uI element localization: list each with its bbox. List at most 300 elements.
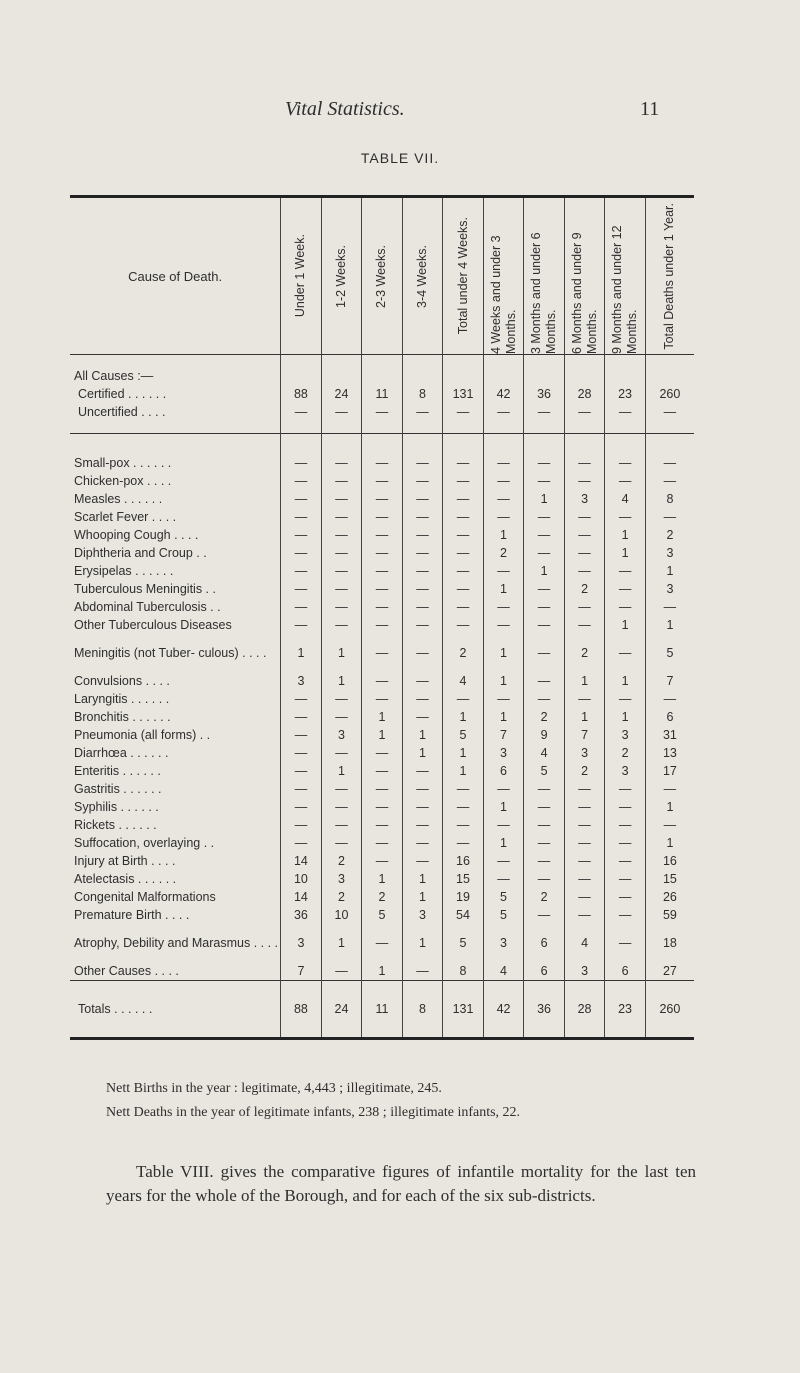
value-cell: 1 [321,762,362,780]
value-cell: — [402,598,443,616]
cause-cell: Whooping Cough . . . . [74,528,199,542]
cause-cell: Laryngitis . . . . . . [74,692,170,706]
value-cell: 3 [483,924,524,962]
value-cell: — [402,634,443,672]
value-cell: — [524,690,565,708]
value-cell: — [564,834,605,852]
value-cell: — [605,924,646,962]
value-cell: — [402,526,443,544]
empty-cell [321,367,362,385]
value-cell: 24 [321,981,362,1039]
column-header [281,197,322,355]
value-cell: 1 [605,526,646,544]
value-cell: 11 [362,981,403,1039]
value-cell: — [524,798,565,816]
value-cell: 3 [645,544,694,562]
cause-cell: Premature Birth . . . . [74,908,190,922]
value-cell: 26 [645,888,694,906]
value-cell: — [402,798,443,816]
value-cell: 1 [483,834,524,852]
cause-cell: Other Causes . . . . [74,964,179,978]
value-cell: — [443,472,484,490]
value-cell: — [321,508,362,526]
value-cell: — [564,690,605,708]
value-cell: — [362,580,403,598]
value-cell: — [362,780,403,798]
value-cell: — [362,508,403,526]
value-cell: 1 [362,708,403,726]
value-cell: — [321,454,362,472]
value-cell: 23 [605,385,646,403]
value-cell: 1 [483,634,524,672]
column-header [362,197,403,355]
value-cell: 9 [524,726,565,744]
cause-cell: Chicken-pox . . . . [74,474,172,488]
value-cell: — [402,762,443,780]
value-cell: 4 [524,744,565,762]
value-cell: 1 [443,708,484,726]
value-cell: — [402,616,443,634]
value-cell: — [483,780,524,798]
spacer-cell [605,434,646,455]
table-title: TABLE VII. [360,150,440,166]
value-cell: — [483,454,524,472]
value-cell: 1 [605,672,646,690]
value-cell: 36 [281,906,322,924]
value-cell: 1 [362,962,403,981]
note-deaths: Nett Deaths in the year of legitimate infants, 238 ; illegitimate infants, 22. [106,1105,521,1120]
value-cell: 1 [402,726,443,744]
infant-mortality-table [70,195,694,1040]
spacer-cell [281,421,322,434]
empty-cell [645,367,694,385]
table-row [70,690,694,708]
value-cell: — [605,454,646,472]
value-cell: 5 [362,906,403,924]
column-header [605,197,646,355]
value-cell: — [605,906,646,924]
value-cell: — [443,780,484,798]
empty-cell [402,367,443,385]
empty-cell [483,367,524,385]
cause-cell: Small-pox . . . . . . [74,456,172,470]
value-cell: — [281,472,322,490]
value-cell: — [321,798,362,816]
value-cell: 1 [321,924,362,962]
value-cell: — [281,598,322,616]
value-cell: 1 [321,672,362,690]
value-cell: 6 [483,762,524,780]
cause-cell: Pneumonia (all forms) . . [74,728,211,742]
value-cell: — [321,834,362,852]
table-row [70,580,694,598]
spacer-cell [281,355,322,368]
value-cell: — [524,508,565,526]
value-cell: — [483,852,524,870]
value-cell: — [564,816,605,834]
value-cell: — [362,744,403,762]
value-cell: 14 [281,852,322,870]
value-cell: — [524,870,565,888]
column-header [483,197,524,355]
value-cell: 1 [483,580,524,598]
value-cell: 88 [281,385,322,403]
value-cell: — [281,726,322,744]
value-cell: 10 [321,906,362,924]
value-cell: — [321,562,362,580]
value-cell: — [321,526,362,544]
value-cell: — [443,598,484,616]
value-cell: 10 [281,870,322,888]
spacer-cell [524,355,565,368]
column-header-label: Total under 4 Weeks. [455,217,470,335]
spacer-cell [70,434,281,455]
value-cell: — [645,816,694,834]
value-cell: 5 [524,762,565,780]
value-cell: 28 [564,981,605,1039]
value-cell: 59 [645,906,694,924]
value-cell: 7 [483,726,524,744]
value-cell: — [564,562,605,580]
value-cell: — [362,403,403,421]
value-cell: 17 [645,762,694,780]
value-cell: — [321,744,362,762]
spacer-cell [443,434,484,455]
value-cell: — [362,598,403,616]
value-cell: — [443,816,484,834]
value-cell: — [362,634,403,672]
value-cell: — [443,616,484,634]
table-row [70,870,694,888]
table-row [70,634,694,672]
value-cell: — [321,544,362,562]
column-header-cause: Cause of Death. [70,197,281,355]
value-cell: 2 [564,634,605,672]
value-cell: 18 [645,924,694,962]
value-cell: — [362,562,403,580]
value-cell: — [524,598,565,616]
spacer-cell [70,421,281,434]
value-cell: — [281,454,322,472]
value-cell: 2 [321,852,362,870]
value-cell: — [605,816,646,834]
cause-cell: Tuberculous Meningitis . . [74,582,216,596]
value-cell: 1 [443,744,484,762]
spacer-cell [321,355,362,368]
value-cell: — [362,672,403,690]
value-cell: — [443,690,484,708]
value-cell: — [645,508,694,526]
value-cell: 3 [281,924,322,962]
value-cell: 2 [645,526,694,544]
value-cell: — [483,616,524,634]
value-cell: 42 [483,385,524,403]
table-row [70,906,694,924]
table-row [70,562,694,580]
spacer-cell [321,434,362,455]
value-cell: — [564,780,605,798]
value-cell: 36 [524,385,565,403]
value-cell: 36 [524,981,565,1039]
spacer-cell [524,434,565,455]
value-cell: 1 [645,562,694,580]
value-cell: 4 [483,962,524,981]
value-cell: — [443,454,484,472]
value-cell: — [605,562,646,580]
value-cell: — [362,544,403,562]
value-cell: — [564,852,605,870]
value-cell: — [443,580,484,598]
spacer-cell [402,434,443,455]
value-cell: — [645,472,694,490]
value-cell: — [443,508,484,526]
value-cell: 2 [362,888,403,906]
value-cell: — [443,834,484,852]
value-cell: — [362,816,403,834]
spacer-cell [564,355,605,368]
cause-cell: Rickets . . . . . . [74,818,157,832]
value-cell: 8 [443,962,484,981]
value-cell: 1 [645,834,694,852]
cause-cell: Syphilis . . . . . . [74,800,159,814]
value-cell: 6 [645,708,694,726]
table-row [70,924,694,962]
value-cell: — [645,454,694,472]
table-row [70,454,694,472]
value-cell: — [281,690,322,708]
cause-cell: All Causes :— [74,369,154,383]
value-cell: — [402,490,443,508]
value-cell: 1 [483,708,524,726]
value-cell: — [524,616,565,634]
value-cell: — [605,472,646,490]
value-cell: — [321,780,362,798]
value-cell: — [564,598,605,616]
spacer-cell [402,355,443,368]
value-cell: — [605,834,646,852]
value-cell: 5 [645,634,694,672]
spacer-row [70,421,694,434]
value-cell: — [605,870,646,888]
note-births: Nett Births in the year : legitimate, 4,443 ; illegitimate, 245. [106,1081,442,1096]
table-row [70,708,694,726]
value-cell: 1 [483,798,524,816]
value-cell: — [524,472,565,490]
column-header [402,197,443,355]
value-cell: 5 [483,906,524,924]
column-header [564,197,605,355]
value-cell: — [402,508,443,526]
value-cell: — [402,690,443,708]
value-cell: — [281,834,322,852]
value-cell: — [564,870,605,888]
value-cell: — [605,634,646,672]
cause-cell: Gastritis . . . . . . [74,782,162,796]
value-cell: 16 [443,852,484,870]
value-cell: — [281,616,322,634]
value-cell: 5 [443,924,484,962]
value-cell: 1 [402,744,443,762]
cause-cell: Diphtheria and Croup . . [74,546,207,560]
value-cell: — [483,403,524,421]
column-header-label: 1-2 Weeks. [333,244,348,308]
value-cell: — [402,852,443,870]
value-cell: 15 [645,870,694,888]
table-row [70,981,694,1039]
value-cell: 1 [564,708,605,726]
table-row [70,780,694,798]
spacer-cell [645,421,694,434]
page-number: 11 [640,98,660,120]
value-cell: 1 [402,888,443,906]
empty-cell [362,367,403,385]
value-cell: — [605,888,646,906]
value-cell: 16 [645,852,694,870]
value-cell: — [524,403,565,421]
value-cell: 3 [605,726,646,744]
cause-cell: Enteritis . . . . . . [74,764,161,778]
value-cell: 8 [645,490,694,508]
value-cell: 14 [281,888,322,906]
value-cell: 1 [321,634,362,672]
table-row [70,852,694,870]
value-cell: — [362,762,403,780]
table-row [70,616,694,634]
value-cell: — [524,906,565,924]
value-cell: — [443,562,484,580]
value-cell: — [483,816,524,834]
value-cell: 1 [402,924,443,962]
value-cell: — [281,798,322,816]
value-cell: — [402,708,443,726]
spacer-cell [605,421,646,434]
notes [106,1080,706,1128]
value-cell: — [483,472,524,490]
value-cell: — [443,490,484,508]
value-cell: — [281,490,322,508]
value-cell: — [281,708,322,726]
table-row [70,598,694,616]
value-cell: — [281,526,322,544]
value-cell: 3 [564,744,605,762]
table-row [70,816,694,834]
value-cell: 2 [321,888,362,906]
value-cell: — [443,403,484,421]
value-cell: — [524,852,565,870]
column-header [321,197,362,355]
value-cell: — [483,490,524,508]
value-cell: — [402,580,443,598]
value-cell: — [564,454,605,472]
value-cell: 28 [564,385,605,403]
value-cell: — [645,403,694,421]
value-cell: 2 [605,744,646,762]
value-cell: — [524,780,565,798]
value-cell: — [605,780,646,798]
value-cell: 3 [321,726,362,744]
value-cell: — [321,708,362,726]
value-cell: — [402,472,443,490]
value-cell: — [645,690,694,708]
value-cell: 3 [402,906,443,924]
value-cell: — [321,816,362,834]
value-cell: — [402,562,443,580]
cause-cell: Congenital Malformations [74,890,216,904]
value-cell: — [524,526,565,544]
value-cell: — [443,798,484,816]
spacer-row [70,434,694,455]
spacer-row [70,355,694,368]
spacer-cell [645,355,694,368]
value-cell: 15 [443,870,484,888]
value-cell: — [362,454,403,472]
value-cell: 3 [605,762,646,780]
value-cell: — [281,762,322,780]
value-cell: 6 [524,924,565,962]
value-cell: — [281,544,322,562]
spacer-cell [281,434,322,455]
value-cell: — [524,816,565,834]
value-cell: 1 [281,634,322,672]
spacer-cell [564,434,605,455]
value-cell: 3 [483,744,524,762]
table-row [70,726,694,744]
value-cell: — [362,798,403,816]
cause-cell: Atelectasis . . . . . . [74,872,177,886]
value-cell: — [281,403,322,421]
value-cell: — [362,924,403,962]
value-cell: — [362,852,403,870]
value-cell: — [483,562,524,580]
column-header-label: 4 Weeks and under 3 Months. [488,235,518,354]
table-row [70,744,694,762]
table-row [70,526,694,544]
value-cell: 2 [483,544,524,562]
table-body [70,355,694,1039]
value-cell: — [605,508,646,526]
table-row [70,798,694,816]
spacer-cell [483,421,524,434]
spacer-cell [524,421,565,434]
cause-cell: Diarrhœa . . . . . . [74,746,169,760]
value-cell: — [281,580,322,598]
spacer-cell [362,355,403,368]
spacer-cell [362,434,403,455]
value-cell: — [402,962,443,981]
column-header-label: 2-3 Weeks. [374,244,389,308]
table-row [70,490,694,508]
table-row [70,762,694,780]
value-cell: — [645,780,694,798]
value-cell: 2 [443,634,484,672]
value-cell: — [524,544,565,562]
value-cell: 1 [605,616,646,634]
spacer-cell [443,355,484,368]
value-cell: — [483,870,524,888]
cause-cell: Suffocation, overlaying . . [74,836,215,850]
spacer-cell [321,421,362,434]
value-cell: — [321,472,362,490]
value-cell: 54 [443,906,484,924]
value-cell: — [605,690,646,708]
spacer-cell [645,434,694,455]
cause-cell: Scarlet Fever . . . . [74,510,177,524]
cause-cell: Measles . . . . . . [74,492,163,506]
value-cell: 1 [645,798,694,816]
value-cell: 1 [524,562,565,580]
cause-cell: Meningitis (not Tuber- culous) . . . . [74,645,267,660]
value-cell: — [564,526,605,544]
